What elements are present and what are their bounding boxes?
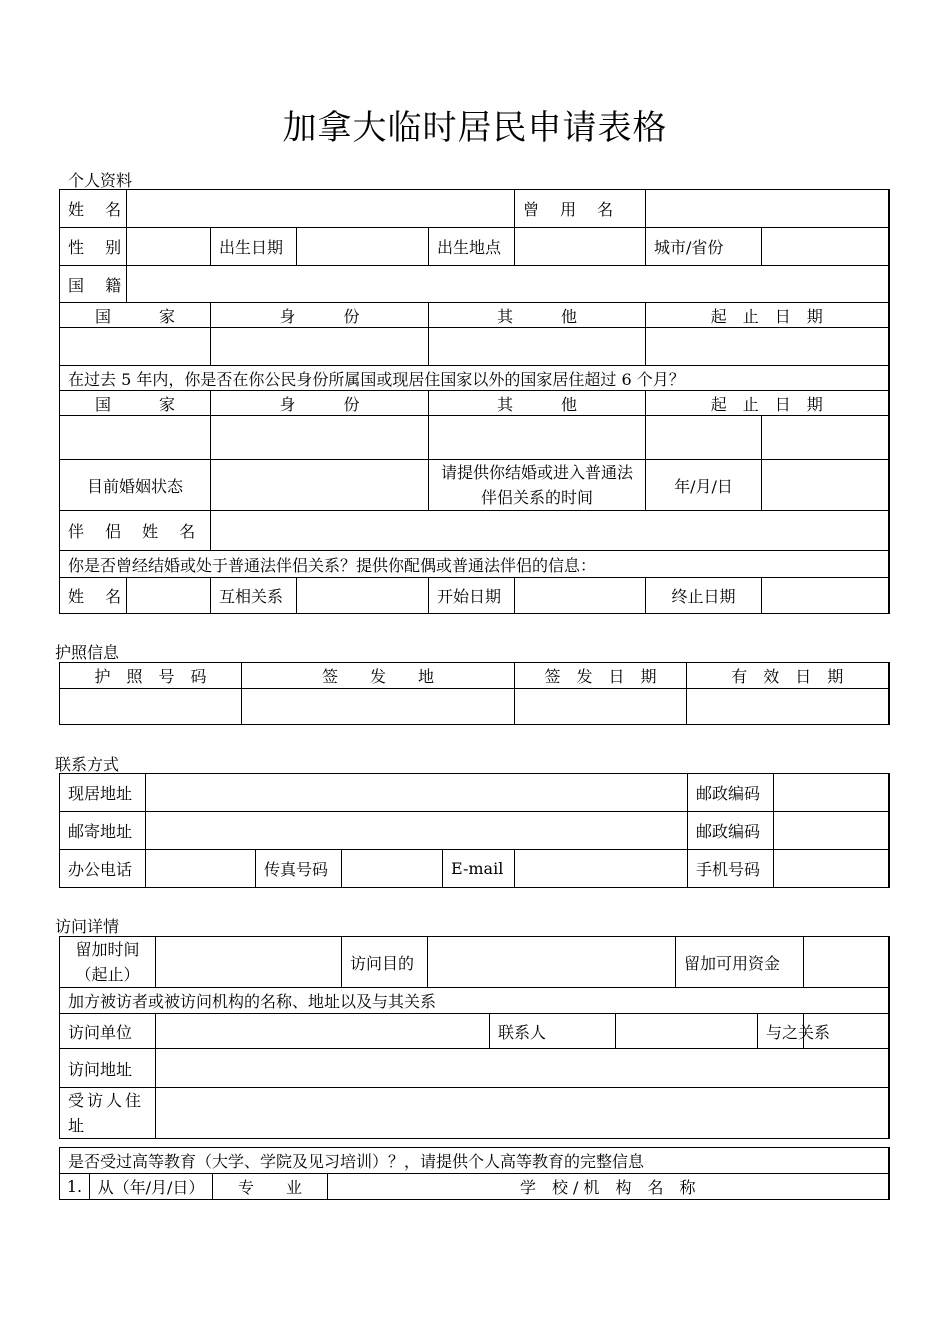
label-mailing-address: 邮寄地址 [60,812,146,850]
col-valid-date: 有 效 日 期 [687,663,889,689]
mailing-address-field[interactable] [146,812,688,850]
birth-place-field[interactable] [515,228,646,266]
section-passport: 护照信息 [55,643,120,662]
label-partner-name: 伴 侣 姓 名 [60,511,211,551]
label-host-address: 受访人住址 [60,1088,156,1139]
citizenship-status-field[interactable] [211,328,429,366]
stay-time-field[interactable] [156,937,342,988]
label-email: E-mail [443,850,515,888]
prev-partner-question: 你是否曾经结婚或处于普通法伴侣关系？提供你配偶或普通法伴侣的信息： [60,551,889,578]
citizenship-other-field[interactable] [429,328,646,366]
passport-table [59,662,890,725]
label-gender: 性 别 [60,228,127,266]
col-country-2: 国 家 [60,391,211,416]
col-other: 其 他 [429,303,646,328]
label-stay-time: 留加时间（起止） [60,937,156,988]
page-title: 加拿大临时居民申请表格 [282,108,668,148]
label-postcode-1: 邮政编码 [688,774,774,812]
residence-country-field[interactable] [60,416,211,460]
relation-field[interactable] [297,578,429,614]
label-residence-address: 现居地址 [60,774,146,812]
education-table [59,1147,890,1200]
label-ymd: 年/月/日 [646,460,762,511]
contact-table [59,773,890,888]
marriage-date-field[interactable] [762,460,889,511]
visit-table [59,936,890,1139]
residence-address-field[interactable] [146,774,688,812]
label-org: 访问单位 [60,1014,156,1049]
birth-date-field[interactable] [297,228,429,266]
label-purpose: 访问目的 [342,937,428,988]
residence-start-field[interactable] [646,416,762,460]
mobile-field[interactable] [774,850,889,888]
host-info-heading: 加方被访者或被访问机构的名称、地址以及与其关系 [60,988,889,1014]
section-visit: 访问详情 [55,917,120,936]
education-row-number: 1. [60,1174,90,1200]
nationality-field[interactable] [127,266,889,303]
end-date-field[interactable] [762,578,889,614]
purpose-field[interactable] [428,937,676,988]
past5-question: 在过去 5 年内，你是否在你公民身份所属国或现居住国家以外的国家居住超过 6 个月？ [60,366,889,391]
valid-date-field[interactable] [687,689,889,725]
col-dates: 起 止 日 期 [646,303,889,328]
col-school: 学 校 / 机 构 名 称 [328,1174,889,1200]
education-question: 是否受过高等教育（大学、学院及见习培训）？，请提供个人高等教育的完整信息 [60,1148,889,1174]
org-field[interactable] [156,1014,490,1049]
gender-field[interactable] [127,228,211,266]
label-nationality: 国 籍 [60,266,127,303]
postcode-2-field[interactable] [774,812,889,850]
residence-other-field[interactable] [429,416,646,460]
col-status: 身 份 [211,303,429,328]
name-field[interactable] [127,190,515,228]
col-issue-date: 签 发 日 期 [515,663,687,689]
email-field[interactable] [515,850,688,888]
col-passport-number: 护 照 号 码 [60,663,242,689]
label-prev-partner-name: 姓 名 [60,578,127,614]
label-marriage-time: 请提供你结婚或进入普通法伴侣关系的时间 [429,460,646,511]
col-country: 国 家 [60,303,211,328]
marital-status-field[interactable] [211,460,429,511]
col-issue-place: 签 发 地 [242,663,515,689]
label-city-province: 城市/省份 [646,228,762,266]
label-visit-address: 访问地址 [60,1049,156,1088]
partner-name-field[interactable] [211,511,889,551]
section-contact: 联系方式 [55,755,120,774]
citizenship-country-field[interactable] [60,328,211,366]
residence-status-field[interactable] [211,416,429,460]
funds-field[interactable] [804,937,889,988]
start-date-field[interactable] [515,578,646,614]
label-contact-person: 联系人 [490,1014,616,1049]
fax-field[interactable] [342,850,443,888]
postcode-1-field[interactable] [774,774,889,812]
label-office-phone: 办公电话 [60,850,146,888]
host-address-field[interactable] [156,1088,889,1139]
col-status-2: 身 份 [211,391,429,416]
col-dates-2: 起 止 日 期 [646,391,889,416]
label-start-date: 开始日期 [429,578,515,614]
label-relationship: 与之关系 [758,1014,804,1049]
issue-place-field[interactable] [242,689,515,725]
former-name-field[interactable] [646,190,889,228]
label-mobile: 手机号码 [688,850,774,888]
label-relation: 互相关系 [211,578,297,614]
col-other-2: 其 他 [429,391,646,416]
label-former-name: 曾 用 名 [515,190,646,228]
label-postcode-2: 邮政编码 [688,812,774,850]
label-funds: 留加可用资金 [676,937,804,988]
residence-end-field[interactable] [762,416,889,460]
prev-partner-name-field[interactable] [127,578,211,614]
visit-address-field[interactable] [156,1049,889,1088]
col-major: 专 业 [213,1174,328,1200]
label-marital-status: 目前婚姻状态 [60,460,211,511]
city-province-field[interactable] [762,228,889,266]
passport-number-field[interactable] [60,689,242,725]
label-name: 姓 名 [60,190,127,228]
label-end-date: 终止日期 [646,578,762,614]
section-personal: 个人资料 [68,171,133,190]
citizenship-dates-field[interactable] [646,328,889,366]
personal-table [59,189,890,614]
label-birth-place: 出生地点 [429,228,515,266]
label-birth-date: 出生日期 [211,228,297,266]
issue-date-field[interactable] [515,689,687,725]
label-fax: 传真号码 [256,850,342,888]
col-from-date: 从（年/月/日） [90,1174,213,1200]
contact-person-field[interactable] [616,1014,758,1049]
office-phone-field[interactable] [146,850,256,888]
